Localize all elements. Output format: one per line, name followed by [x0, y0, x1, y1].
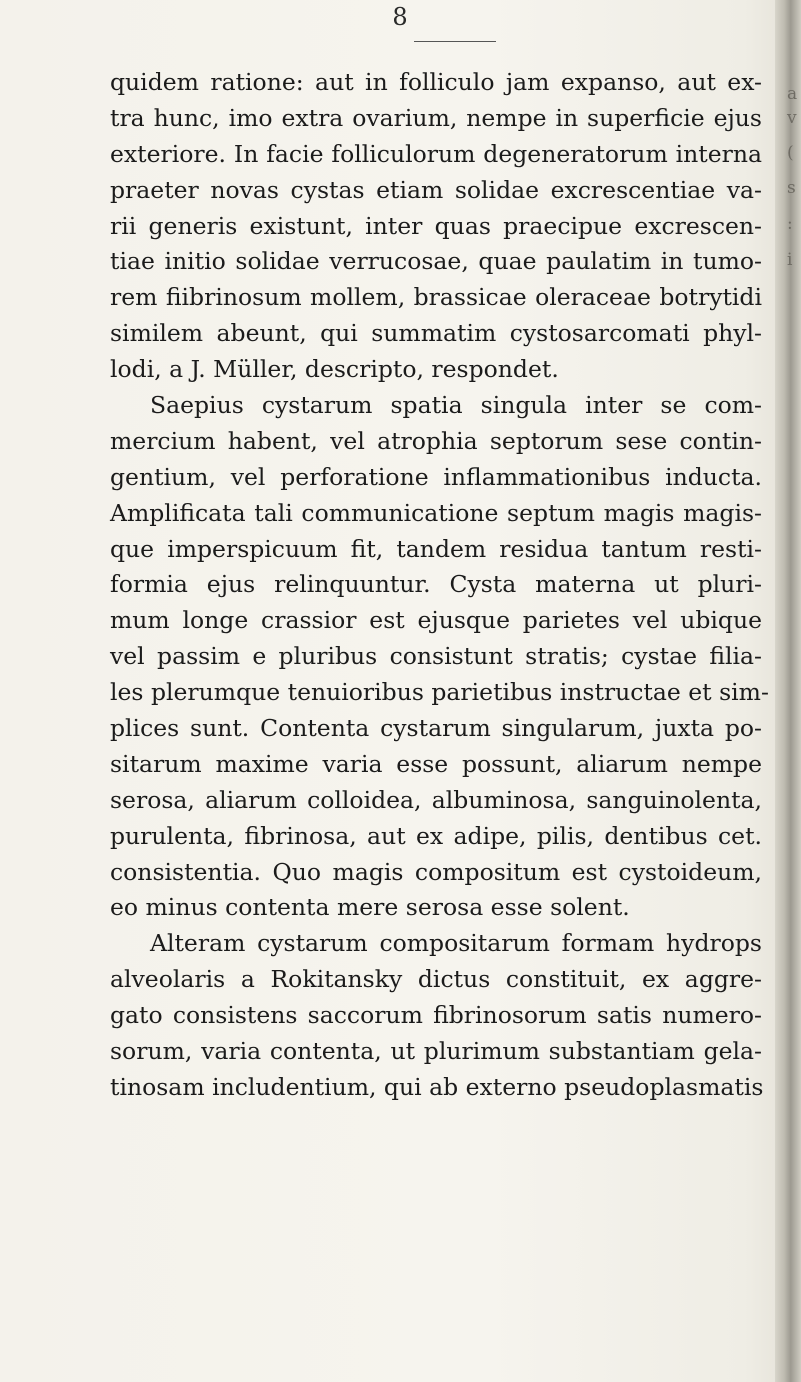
gutter-mark: ( — [787, 143, 794, 163]
text-line: sitarum maxime varia esse possunt, aliarum nempe — [110, 749, 762, 778]
text-line: consistentia. Quo magis compositum est cystoideum, — [110, 857, 762, 886]
text-line: alveolaris a Rokitansky dictus constituit, ex aggre- — [110, 965, 762, 994]
text-line: mum longe crassior est ejusque parietes vel ubique — [110, 606, 762, 635]
text-line: gentium, vel perforatione inflammationibus inducta. — [110, 462, 762, 491]
text-line: serosa, aliarum colloidea, albuminosa, sanguinolenta, — [110, 785, 762, 814]
text-line: tra hunc, imo extra ovarium, nempe in superficie ejus — [110, 103, 762, 132]
text-line: formia ejus relinquuntur. Cysta materna ut pluri- — [110, 570, 762, 599]
text-line: tiae initio solidae verrucosae, quae paulatim in tumo- — [110, 247, 762, 276]
page-number: 8 — [392, 3, 409, 31]
gutter-mark: : — [787, 214, 793, 234]
gutter-mark: s — [787, 178, 796, 198]
gutter-mark: v — [787, 108, 797, 128]
text-line: similem abeunt, qui summatim cystosarcomati phyl- — [110, 319, 762, 348]
gutter-mark: i — [787, 250, 793, 270]
text-line: Alteram cystarum compositarum formam hydrops — [150, 929, 762, 958]
header-rule — [414, 41, 496, 42]
text-line: rem fiibrinosum mollem, brassicae oleraceae botrytidi — [110, 283, 762, 312]
text-line: quidem ratione: aut in folliculo jam expanso, aut ex- — [110, 68, 762, 96]
page-gutter — [775, 0, 801, 1382]
text-line: purulenta, fibrinosa, aut ex adipe, pilis, dentibus cet. — [110, 821, 762, 850]
text-line: Saepius cystarum spatia singula inter se com- — [150, 391, 762, 420]
gutter-mark: a — [787, 84, 798, 104]
text-line: praeter novas cystas etiam solidae excrescentiae va- — [110, 175, 762, 204]
text-line: exteriore. In facie folliculorum degeneratorum interna — [110, 139, 762, 168]
body-text — [110, 65, 769, 1106]
text-line: rii generis existunt, inter quas praecipue excrescen- — [110, 211, 762, 240]
text-line: eo minus contenta mere serosa esse solent. — [110, 893, 630, 922]
text-line: les plerumque tenuioribus parietibus instructae et sim- — [110, 678, 769, 707]
text-line: que imperspicuum fit, tandem residua tantum resti- — [110, 534, 762, 563]
text-line: mercium habent, vel atrophia septorum sese contin- — [110, 426, 762, 455]
text-line: gato consistens saccorum fibrinosorum satis numero- — [110, 1001, 762, 1030]
text-line: lodi, a J. Müller, descripto, respondet. — [110, 355, 559, 384]
text-line: plices sunt. Contenta cystarum singularum, juxta po- — [110, 714, 762, 743]
text-line: vel passim e pluribus consistunt stratis; cystae filia- — [110, 642, 762, 671]
text-line: tinosam includentium, qui ab externo pseudoplasmatis — [110, 1072, 764, 1101]
text-line: Amplificata tali communicatione septum magis magis- — [110, 498, 762, 527]
text-line: sorum, varia contenta, ut plurimum substantiam gela- — [110, 1037, 762, 1066]
